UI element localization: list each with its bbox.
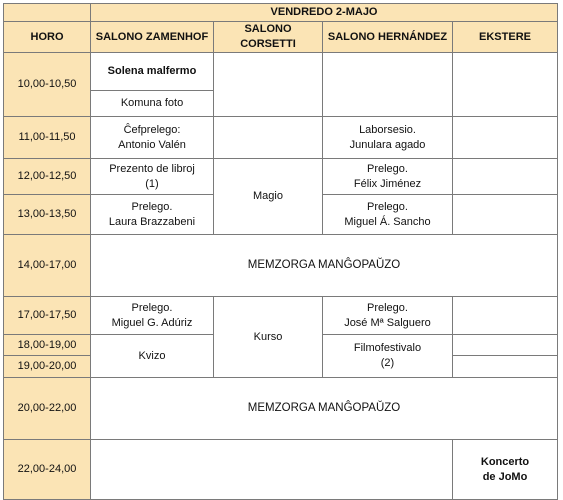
event-line: Antonio Valén — [118, 138, 186, 151]
event-solena-malfermo: Solena malfermo — [91, 53, 214, 91]
event-line: (2) — [380, 357, 395, 369]
event-kurso: Kurso — [214, 297, 323, 378]
time-cell-10: 10,00-10,50 — [4, 53, 91, 117]
event-line: Filmofestivalo — [353, 342, 422, 354]
event-line: Prelego. — [131, 301, 173, 314]
event-line: de JoMo — [482, 470, 528, 483]
event-line: Koncerto — [480, 455, 530, 468]
event-filmofestivalo — [323, 335, 453, 378]
event-kvizo: Kvizo — [91, 335, 214, 378]
event-prezento-de-libroj — [91, 159, 214, 195]
event-line: José Mª Salguero — [344, 316, 431, 329]
corner-cell — [4, 4, 91, 22]
empty-cell — [453, 195, 558, 235]
event-line: Laura Brazzabeni — [108, 215, 196, 228]
event-line: Prelego. — [367, 301, 408, 314]
empty-cell — [214, 53, 323, 117]
event-line: Ĉefprelego: — [123, 123, 181, 136]
empty-cell — [453, 356, 558, 378]
event-koncerto — [453, 440, 558, 500]
time-cell-22: 22,00-24,00 — [4, 440, 91, 500]
column-header-time: HORO — [4, 22, 91, 53]
event-laborsesio — [323, 117, 453, 159]
column-header-corsetti: SALONO CORSETTI — [214, 22, 323, 53]
event-line: Junulara agado — [349, 138, 426, 151]
empty-cell — [214, 117, 323, 159]
empty-cell — [323, 53, 453, 117]
schedule-table — [3, 3, 558, 500]
time-cell-13: 13,00-13,50 — [4, 195, 91, 235]
event-prelego-salguero — [323, 297, 453, 335]
empty-cell — [453, 159, 558, 195]
event-line: Miguel Á. Sancho — [344, 215, 431, 228]
event-line: Miguel G. Adúriz — [111, 316, 193, 329]
event-cefprelego — [91, 117, 214, 159]
event-line: Prezento de libroj — [109, 162, 195, 175]
empty-cell — [91, 440, 453, 500]
time-cell-14: 14,00-17,00 — [4, 235, 91, 297]
time-cell-12: 12,00-12,50 — [4, 159, 91, 195]
time-cell-17: 17,00-17,50 — [4, 297, 91, 335]
column-header-hernandez: SALONO HERNÁNDEZ — [323, 22, 453, 53]
event-komuna-foto: Komuna foto — [91, 91, 214, 117]
column-header-zamenhof: SALONO ZAMENHOF — [91, 22, 214, 53]
event-magio: Magio — [214, 159, 323, 235]
event-prelego-laura — [91, 195, 214, 235]
event-prelego-felix — [323, 159, 453, 195]
time-cell-19: 19,00-20,00 — [4, 356, 91, 378]
empty-cell — [453, 335, 558, 356]
event-prelego-sancho — [323, 195, 453, 235]
event-line: (1) — [145, 177, 159, 190]
lunch-break: MEMZORGA MANĜOPAŬZO — [91, 235, 558, 297]
event-prelego-aduriz — [91, 297, 214, 335]
column-header-ekstere: EKSTERE — [453, 22, 558, 53]
dinner-break: MEMZORGA MANĜOPAŬZO — [91, 378, 558, 440]
event-line: Prelego. — [367, 200, 408, 213]
empty-cell — [453, 297, 558, 335]
time-cell-11: 11,00-11,50 — [4, 117, 91, 159]
empty-cell — [453, 117, 558, 159]
event-line: Prelego. — [131, 200, 173, 213]
empty-cell — [453, 53, 558, 117]
event-line: Laborsesio. — [359, 123, 416, 136]
event-line: Félix Jiménez — [353, 177, 422, 190]
time-cell-18: 18,00-19,00 — [4, 335, 91, 356]
day-title: VENDREDO 2-MAJO — [91, 4, 558, 22]
time-cell-20: 20,00-22,00 — [4, 378, 91, 440]
event-line: Prelego. — [367, 162, 408, 175]
